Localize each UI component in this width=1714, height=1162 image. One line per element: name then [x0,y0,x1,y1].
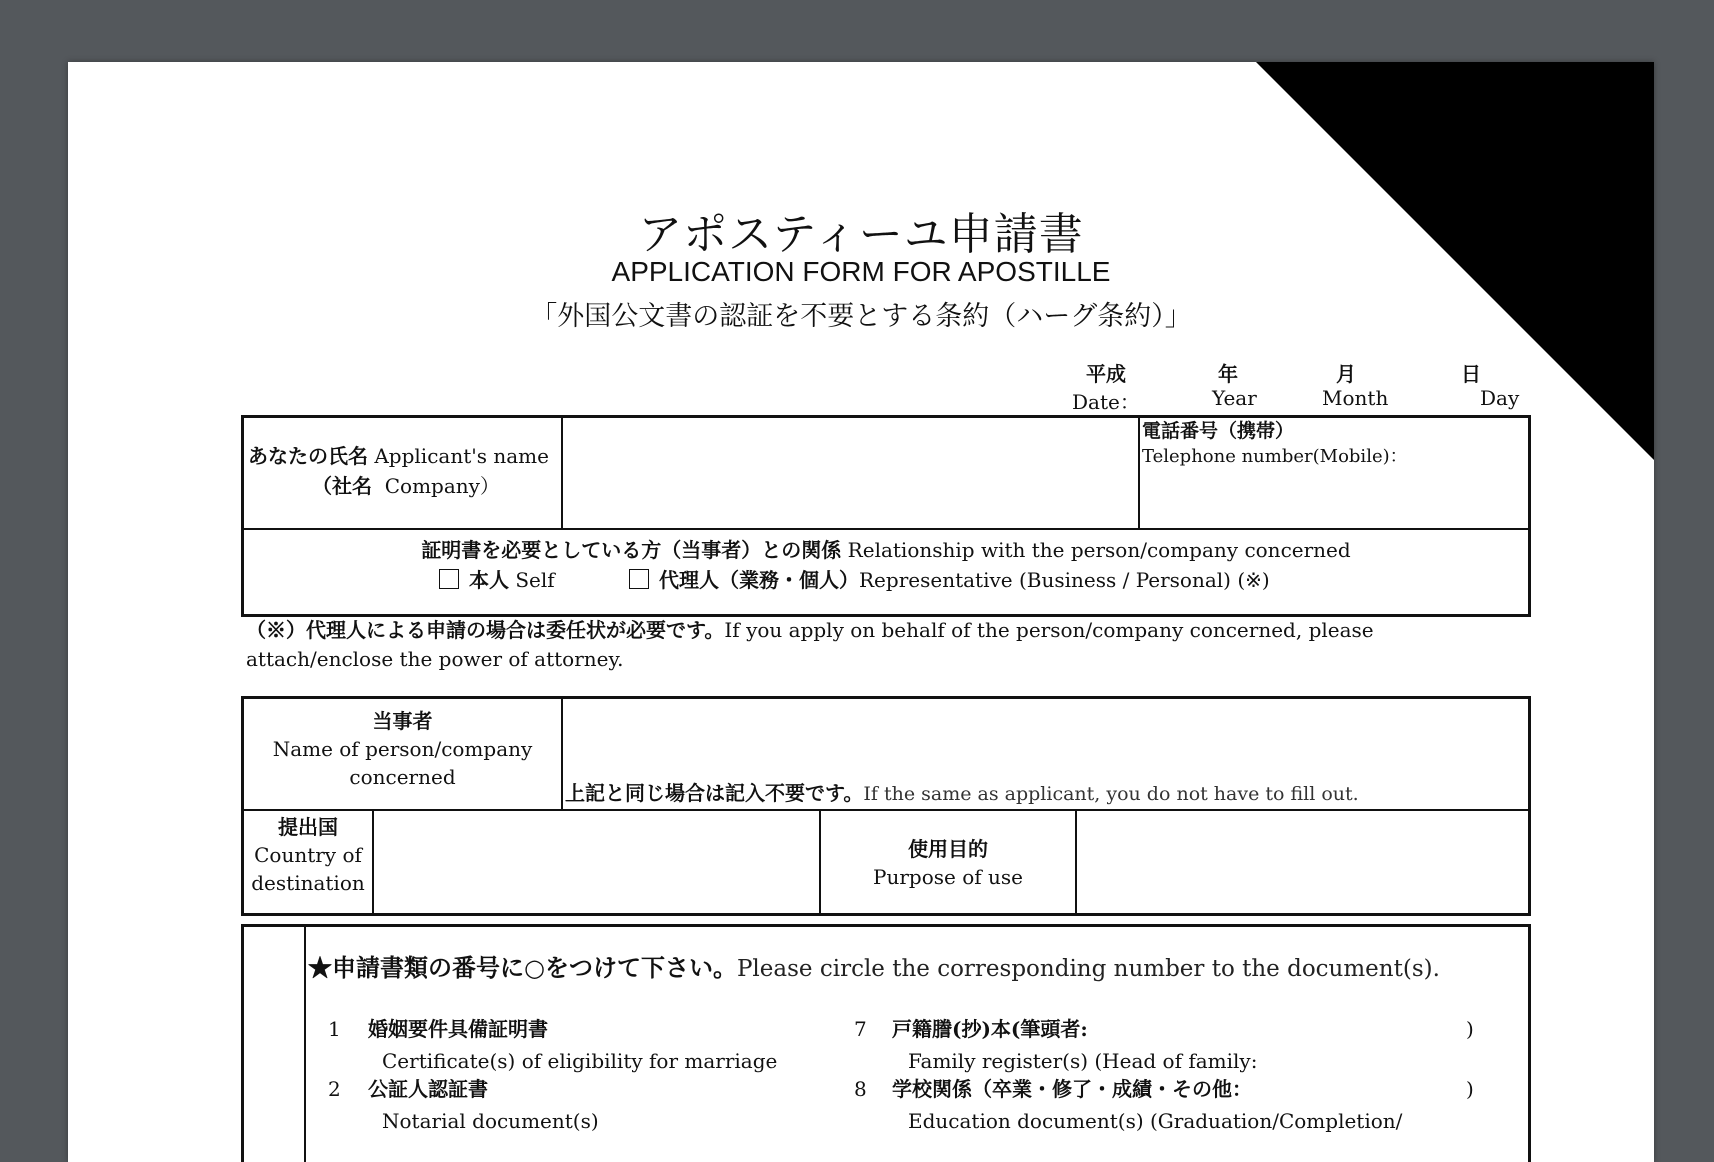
documents-instruction: ★申請書類の番号に○をつけて下さい。Please circle the corresponding number to the document(s). [308,953,1440,982]
document-name-en: Family register(s) (Head of family: [908,1049,1258,1073]
document-close-paren: ) [1466,1017,1474,1041]
date-era-jp: 平成 [1086,362,1126,386]
form-page [68,62,1654,1162]
concerned-box [241,696,1531,916]
document-name-en: Certificate(s) of eligibility for marriage [382,1049,778,1073]
date-label-en: Date： [1072,390,1140,414]
destination-label: 提出国 Country of destination [251,815,365,895]
applicant-box [241,415,1531,617]
documents-box [241,924,1531,1162]
document-name-en: Notarial document(s) [382,1109,599,1133]
document-number[interactable]: 8 [854,1077,867,1101]
document-number[interactable]: 7 [854,1017,867,1041]
representative-checkbox[interactable] [629,569,649,589]
date-month-en: Month [1322,386,1389,410]
concerned-name-field[interactable] [563,699,1528,809]
title-japanese: アポスティーユ申請書 [638,209,1084,260]
document-number[interactable]: 1 [328,1017,341,1041]
date-day-jp: 日 [1461,362,1481,386]
date-month-jp: 月 [1336,362,1356,386]
date-year-en: Year [1212,386,1257,410]
relationship-self-option[interactable]: 本人 Self [439,566,555,594]
relationship-rep-option[interactable]: 代理人（業務・個人）Representative (Business / Personal) (※) [629,566,1270,594]
document-name-en: Education document(s) (Graduation/Completion/ [908,1109,1403,1133]
title-english: APPLICATION FORM FOR APOSTILLE [611,256,1111,287]
self-checkbox[interactable] [439,569,459,589]
date-day-en: Day [1480,386,1520,410]
document-name-jp: 学校関係（卒業・修了・成績・その他： [892,1077,1252,1101]
document-number[interactable]: 2 [328,1077,341,1101]
purpose-field[interactable] [1077,811,1528,913]
concerned-label: 当事者 Name of person/company concerned [272,709,533,789]
document-name-jp: 戸籍謄(抄)本(筆頭者: [892,1017,1088,1041]
date-year-jp: 年 [1218,362,1238,386]
applicant-name-label: あなたの氏名 Applicant's name [248,444,549,468]
applicant-company-label: （社名 Company） [312,474,500,498]
relationship-label: 証明書を必要としている方（当事者）との関係 Relationship with the person/company concerned [421,538,1351,562]
telephone-field[interactable] [1140,418,1528,528]
destination-field[interactable] [374,811,819,913]
telephone-label-en: Telephone number(Mobile)： [1142,446,1408,467]
document-close-paren: ) [1466,1077,1474,1101]
document-name-jp: 婚姻要件具備証明書 [368,1017,548,1041]
telephone-label-jp: 電話番号（携帯） [1142,420,1295,442]
concerned-hint: 上記と同じ場合は記入不要です。If the same as applicant, you do not have to fill out. [565,781,1359,805]
document-name-jp: 公証人認証書 [368,1077,488,1101]
representative-note: （※）代理人による申請の場合は委任状が必要です。If you apply on behalf of the person/company concerned, please attach/enclose the power of attorney. [246,618,1374,671]
title-convention: 「外国公文書の認証を不要とする条約（ハーグ条約）」 [530,301,1192,332]
applicant-name-field[interactable] [563,418,1138,528]
purpose-label: 使用目的 Purpose of use [873,837,1023,889]
